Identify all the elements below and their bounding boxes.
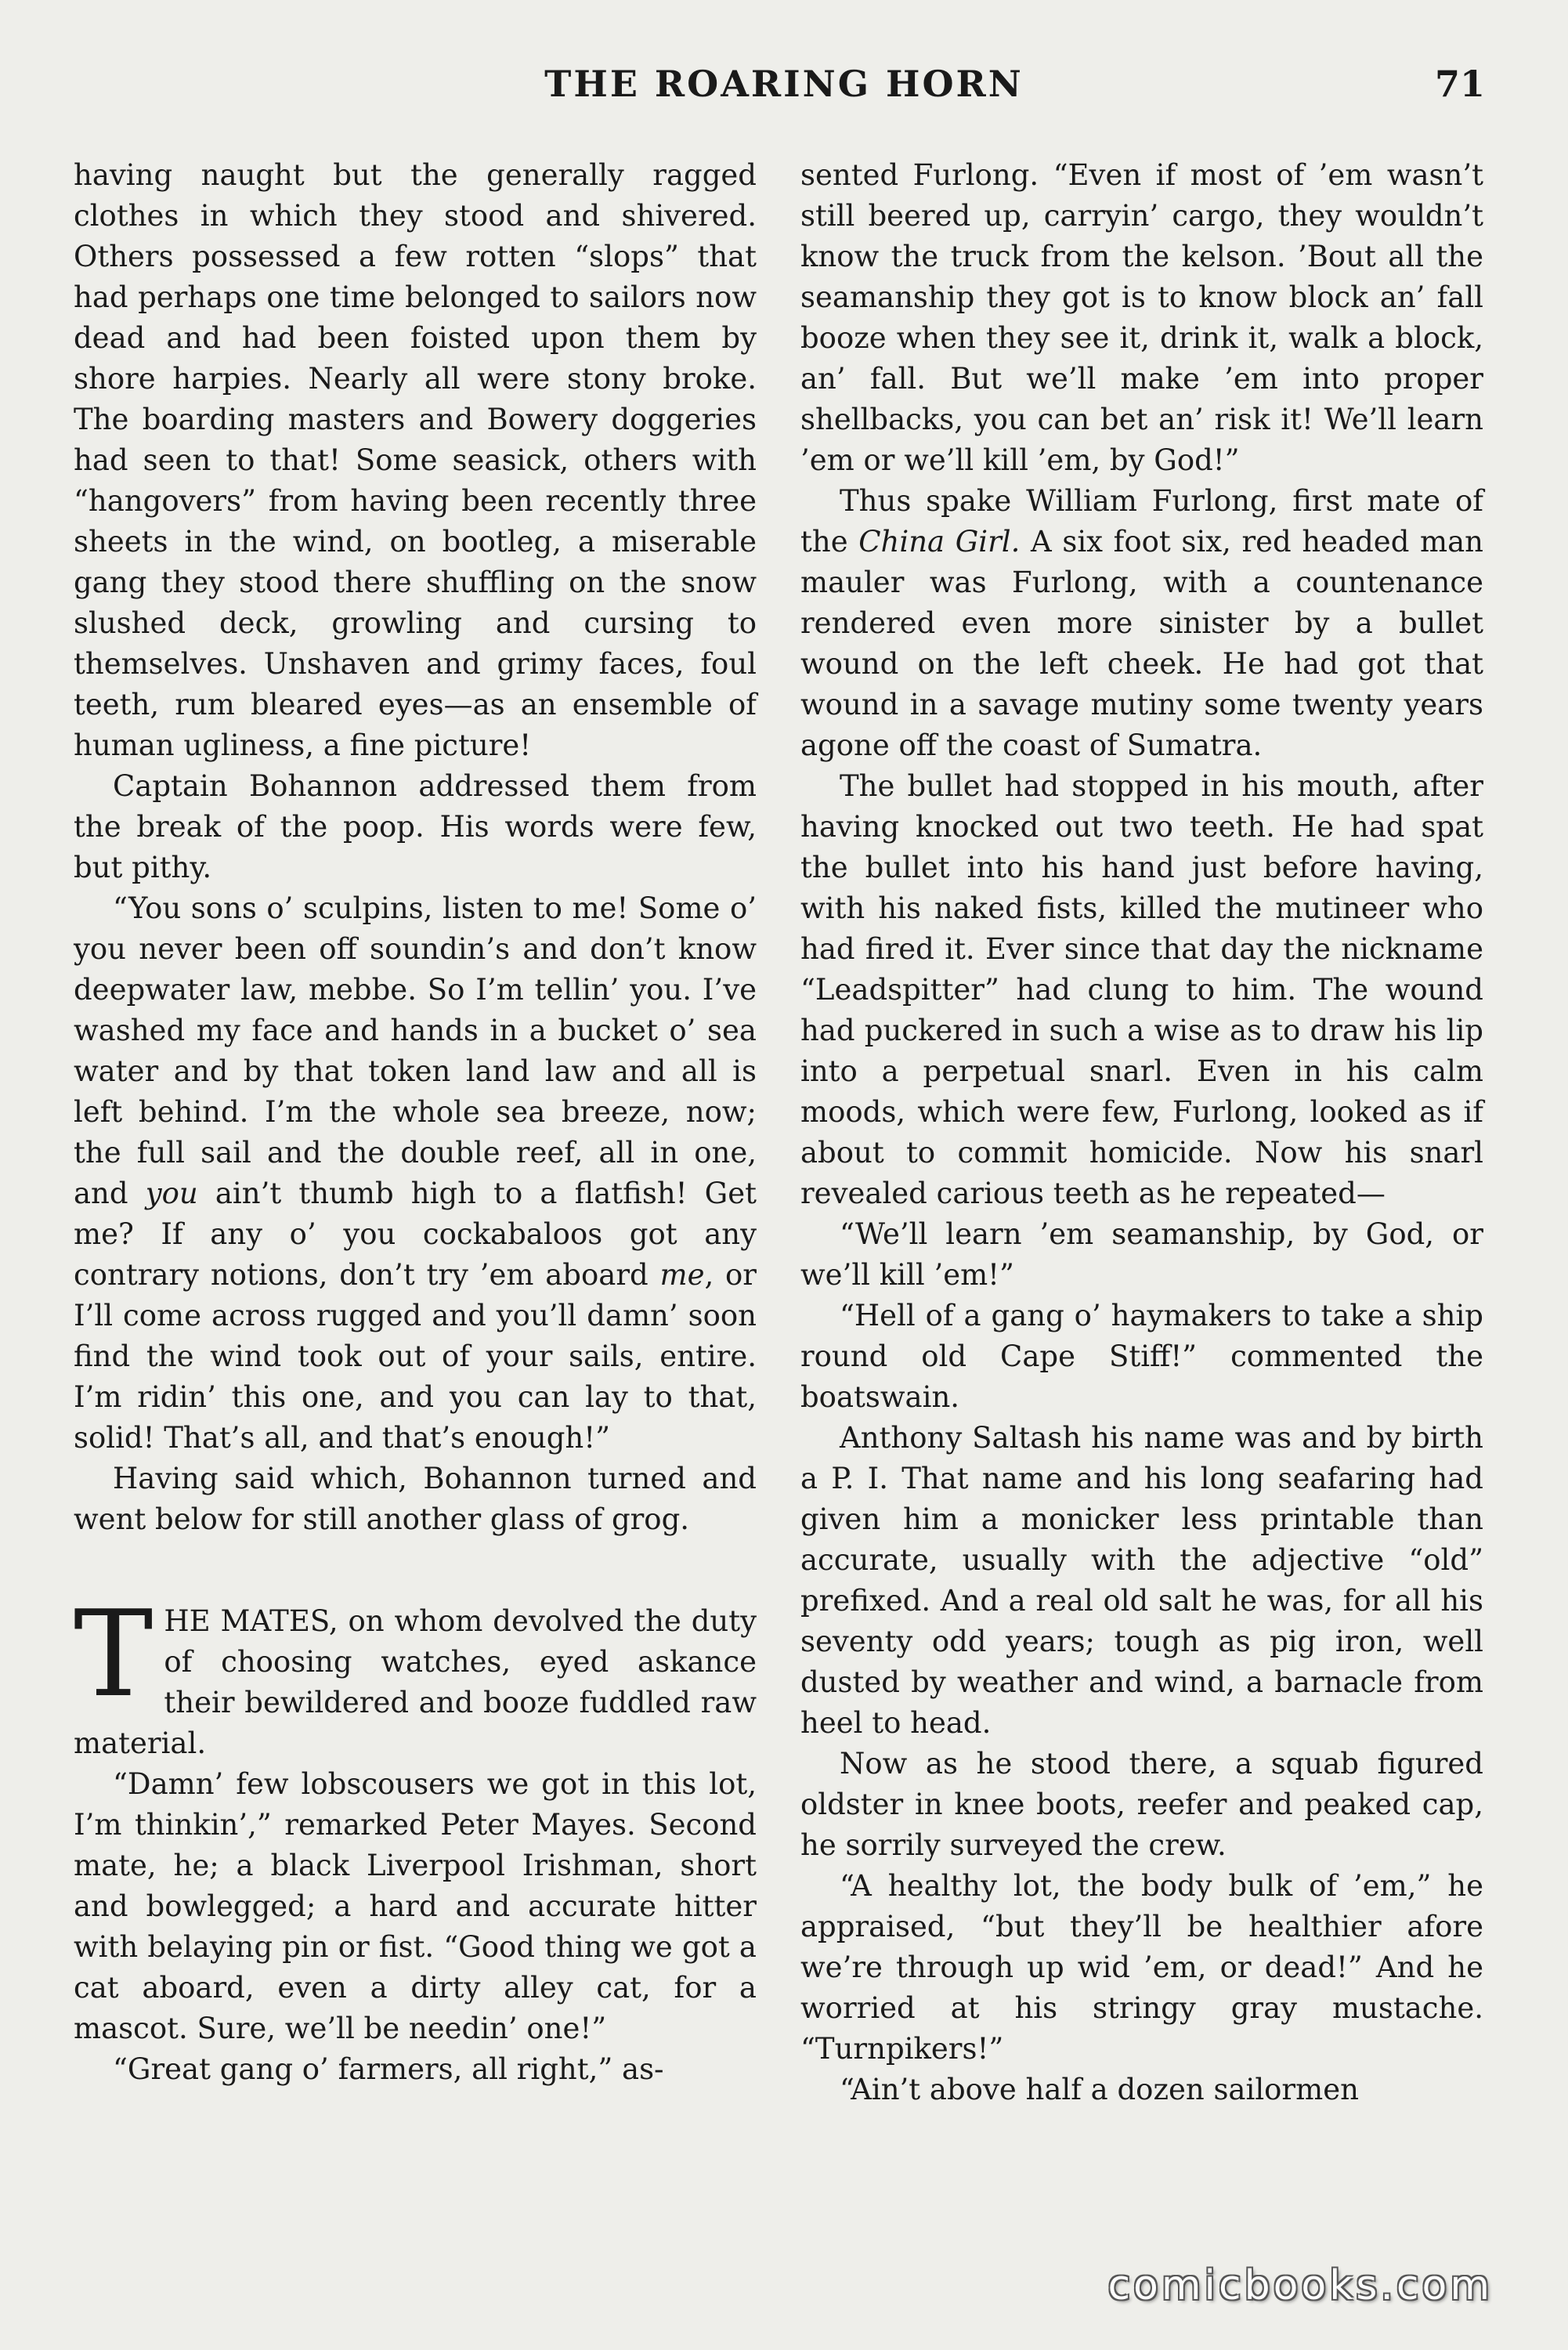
emphasis: you: [145, 1177, 198, 1210]
text-run: A six foot six, red headed man mauler was Furlong, with a countenance rendered even more sinister by a bullet wound on the left cheek. He had got that wound in a savage mutiny some twenty years agone off the coast of Sumatra.: [800, 525, 1483, 762]
paragraph: “Hell of a gang o’ haymakers to take a ship round old Cape Stiff!” commented the boatswain.: [800, 1299, 1483, 1414]
paragraph: Now as he stood there, a squab figured oldster in knee boots, reefer and peaked cap, he sorrily surveyed the crew.: [800, 1747, 1483, 1862]
page-number: 71: [1434, 63, 1485, 105]
paragraph: “We’ll learn ’em seamanship, by God, or we’ll kill ’em!”: [800, 1217, 1483, 1292]
text-run: ain’t thumb high to a flatfish! Get me? If any o’ you cockabaloos got any contrary notions, don’t try ’em aboard: [74, 1177, 757, 1292]
paragraph: “A healthy lot, the body bulk of ’em,” he appraised, “but they’ll be healthier afore we’re through up wid ’em, or dead!” And he worried at his stringy gray mustache. “Turnpikers!”: [800, 1869, 1483, 2066]
emphasis: me: [659, 1258, 705, 1292]
paragraph: [74, 888, 757, 1459]
paragraph: having naught but the generally ragged clothes in which they stood and shivered. Others possessed a few rotten “slops” that had perhaps one time belonged to sailors now dead and had been foisted upon them by shore harpies. Nearly all were stony broke. The boarding masters and Bowery doggeries had seen to that! Some seasick, others with “hangovers” from having been recently three sheets in the wind, on bootleg, a miserable gang they stood there shuffling on the snow slushed deck, growling and cursing to themselves. Unshaven and grimy faces, foul teeth, rum bleared eyes—as an ensemble of human ugliness, a fine picture!: [74, 158, 757, 762]
small-caps-lead: HE MATES,: [164, 1604, 338, 1638]
left-column: [74, 155, 757, 2090]
paragraph: The bullet had stopped in his mouth, after having knocked out two teeth. He had spat the bullet into his hand just before having, with his naked fists, killed the mutineer who had fired it. Ever since that day the nickname “Leadspitter” had clung to him. The wound had puckered in such a wise as to draw his lip into a perpetual snarl. Even in his calm moods, which were few, Furlong, looked as if about to commit homicide. Now his snarl revealed carious teeth as he repeated—: [800, 769, 1483, 1210]
right-column: [800, 155, 1483, 2110]
watermark: comicbooks.com: [1107, 2262, 1493, 2309]
paragraph: Having said which, Bohannon turned and went below for still another glass of grog.: [74, 1462, 757, 1536]
drop-cap: T: [74, 1585, 154, 1723]
paragraph: Anthony Saltash his name was and by birth a P. I. That name and his long seafaring had given him a monicker less printable than accurate, usually with the adjective “old” prefixed. And a real old salt he was, for all his seventy odd years; tough as pig iron, well dusted by weather and wind, a barnacle from heel to head.: [800, 1421, 1483, 1740]
paragraph: sented Furlong. “Even if most of ’em wasn’t still beered up, carryin’ cargo, they wouldn’t know the truck from the kelson. ’Bout all the seamanship they got is to know block an’ fall booze when they see it, drink it, walk a block, an’ fall. But we’ll make ’em into proper shellbacks, you can bet an’ risk it! We’ll learn ’em or we’ll kill ’em, by God!”: [800, 158, 1483, 477]
paragraph: Captain Bohannon addressed them from the break of the poop. His words were few, but pithy.: [74, 769, 757, 884]
text-run: on whom devolved the duty of choosing watches, eyed askance their bewildered and booze fuddled raw material.: [74, 1604, 757, 1760]
paragraph-dropcap: [74, 1585, 757, 1764]
ship-name: China Girl.: [858, 525, 1021, 559]
running-title: THE ROARING HORN: [544, 63, 1024, 105]
paragraph: “Damn’ few lobscousers we got in this lot, I’m thinkin’,” remarked Peter Mayes. Second mate, he; a black Liverpool Irishman, short and bowlegged; a hard and accurate hitter with belaying pin or fist. “Good thing we got a cat aboard, even a dirty alley cat, for a mascot. Sure, we’ll be needin’ one!”: [74, 1767, 757, 2045]
paragraph: “Ain’t above half a dozen sailormen: [840, 2073, 1359, 2106]
section-break: [74, 1540, 757, 1601]
text-run: “You sons o’ sculpins, listen to me! Some o’ you never been off soundin’s and don’t know deepwater law, mebbe. So I’m tellin’ you. I’ve washed my face and hands in a bucket o’ sea water and by that token land law and all is left behind. I’m the whole sea breeze, now; the full sail and the double reef, all in one, and: [74, 891, 757, 1210]
text-run: , or I’ll come across rugged and you’ll damn’ soon find the wind took out of your sails, entire. I’m ridin’ this one, and you can lay to that, solid! That’s all, and that’s enough!”: [74, 1258, 757, 1455]
paragraph: [800, 481, 1483, 766]
text-run: Thus spake William Furlong, first mate of the: [800, 484, 1483, 559]
paragraph: “Great gang o’ farmers, all right,” as-: [113, 2052, 664, 2086]
